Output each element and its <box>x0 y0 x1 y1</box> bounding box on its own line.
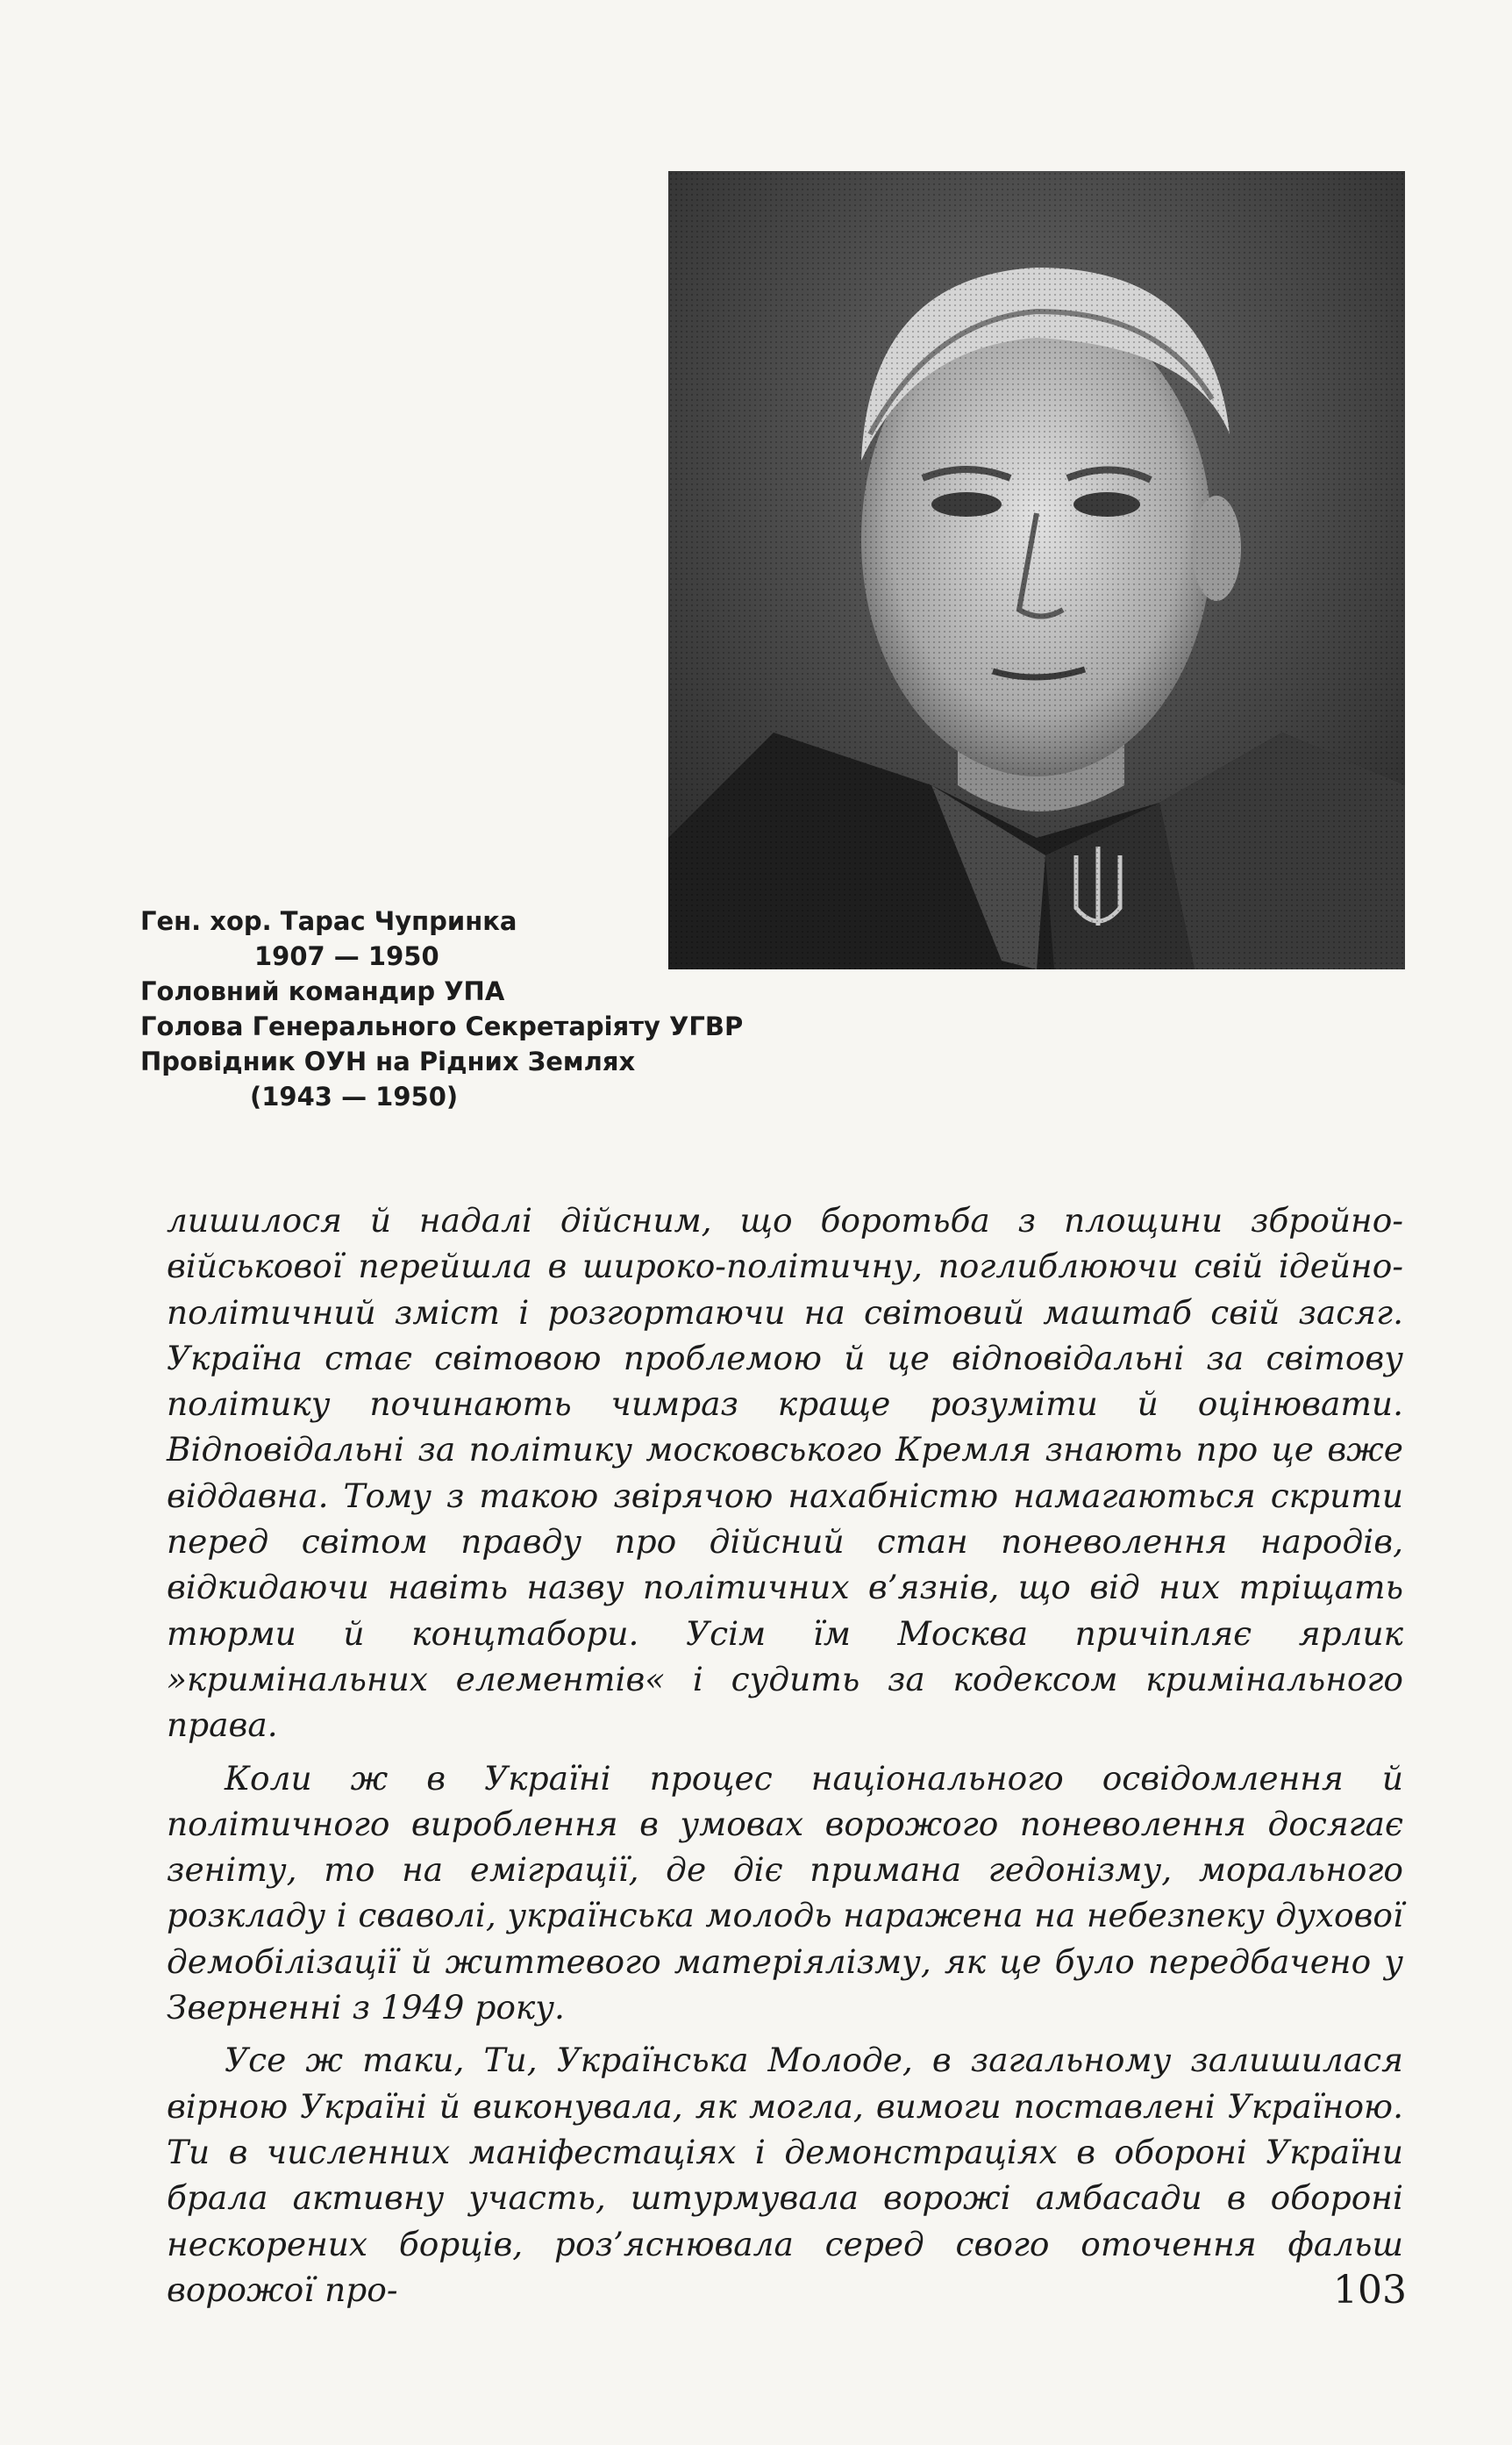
caption-title-upa: Головний командир УПА <box>140 976 505 1006</box>
paragraph-1: лишилося й надалі дійсним, що боротьба з площини збройно-військової перейшла в широко-політичну, поглиблюючи свій ідейно-політичний зміст і розгортаючи на світовий маштаб свій засяг. Україна стає світовою проблемою й це відповідальні за світову політику починають чимраз краще розуміти й оцінювати. Відповідальні за політику московського Кремля знають про це вже віддавна. Тому з такою звірячою нахабністю намагаються скрити перед світом правду про дійсний стан поневолення народів, відкидаючи навіть назву політичних в’язнів, що від них тріщать тюрми й концтабори. Усім їм Москва причіпляє ярлик »кримінальних елементів« і судить за кодексом кримінального права. <box>167 1201 1403 1745</box>
body-text <box>167 1197 1403 2313</box>
caption-title-ugvr: Голова Генерального Секретаріяту УГВР <box>140 1012 744 1041</box>
page-number: 103 <box>1333 2268 1407 2313</box>
portrait-photo <box>668 171 1405 969</box>
caption-term-years: (1943 — 1950) <box>250 1082 459 1112</box>
caption-name: Ген. хор. Тарас Чупринка <box>140 906 517 936</box>
paragraph-2: Коли ж в Україні процес національного освідомлення й політичного вироблення в умовах ворожого поневолення досягає зеніту, то на еміграції, де діє примана гедонізму, морального розкладу і сваволі, українська молодь наражена на небезпеку духової демобілізації й життевого матеріялізму, як це було передбачено у Зверненні з 1949 року. <box>167 1758 1403 2027</box>
caption-title-oun: Провідник ОУН на Рідних Землях <box>140 1047 636 1076</box>
paragraph-3: Усе ж таки, Ти, Українська Молоде, в загальному залишилася вірною Україні й виконувала, як могла, вимоги поставлені Україною. Ти в численних маніфестаціях і демонстраціях в обороні України брала активну участь, штурмувала ворожі амбасади в обороні нескорених борців, роз’яснювала серед свого оточення фальш ворожої про- <box>167 2041 1403 2309</box>
photo-caption <box>140 904 824 1114</box>
caption-life-years: 1907 — 1950 <box>254 941 439 971</box>
